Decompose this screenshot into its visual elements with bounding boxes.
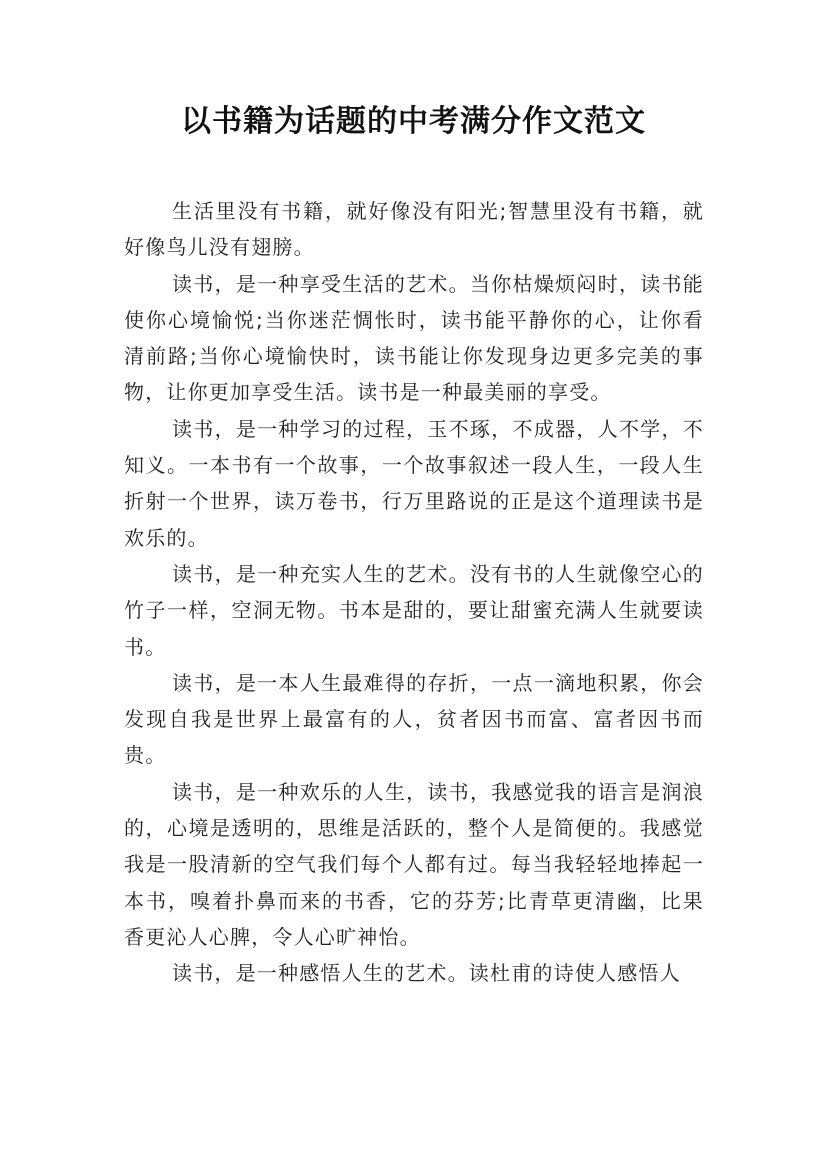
document-title: 以书籍为话题的中考满分作文范文 <box>181 104 646 139</box>
document-body <box>124 193 704 992</box>
paragraph: 读书，是一种欢乐的人生，读书，我感觉我的语言是润浪的，心境是透明的，思维是活跃的，整个人是简便的。我感觉我是一股清新的空气我们每个人都有过。每当我轻轻地捧起一本书，嗅着扑鼻而来的书香，它的芬芳;比青草更清幽，比果香更沁人心脾，令人心旷神怡。 <box>124 779 704 949</box>
paragraph: 生活里没有书籍，就好像没有阳光;智慧里没有书籍，就好像鸟儿没有翅膀。 <box>124 199 704 260</box>
paragraph: 读书，是一本人生最难得的存折，一点一滴地积累，你会发现自我是世界上最富有的人，贫者因书而富、富者因书而贵。 <box>124 670 704 768</box>
paragraph: 读书，是一种感悟人生的艺术。读杜甫的诗使人感悟人 <box>172 961 681 986</box>
paragraph: 读书，是一种享受生活的艺术。当你枯燥烦闷时，读书能使你心境愉悦;当你迷茫惆怅时，读书能平静你的心，让你看清前路;当你心境愉快时，读书能让你发现身边更多完美的事物，让你更加享受生活。读书是一种最美丽的享受。 <box>124 271 704 405</box>
paragraph: 读书，是一种充实人生的艺术。没有书的人生就像空心的竹子一样，空洞无物。书本是甜的，要让甜蜜充满人生就要读书。 <box>124 561 704 659</box>
paragraph: 读书，是一种学习的过程，玉不琢，不成器，人不学，不知义。一本书有一个故事，一个故事叙述一段人生，一段人生折射一个世界，读万卷书，行万里路说的正是这个道理读书是欢乐的。 <box>124 416 704 550</box>
